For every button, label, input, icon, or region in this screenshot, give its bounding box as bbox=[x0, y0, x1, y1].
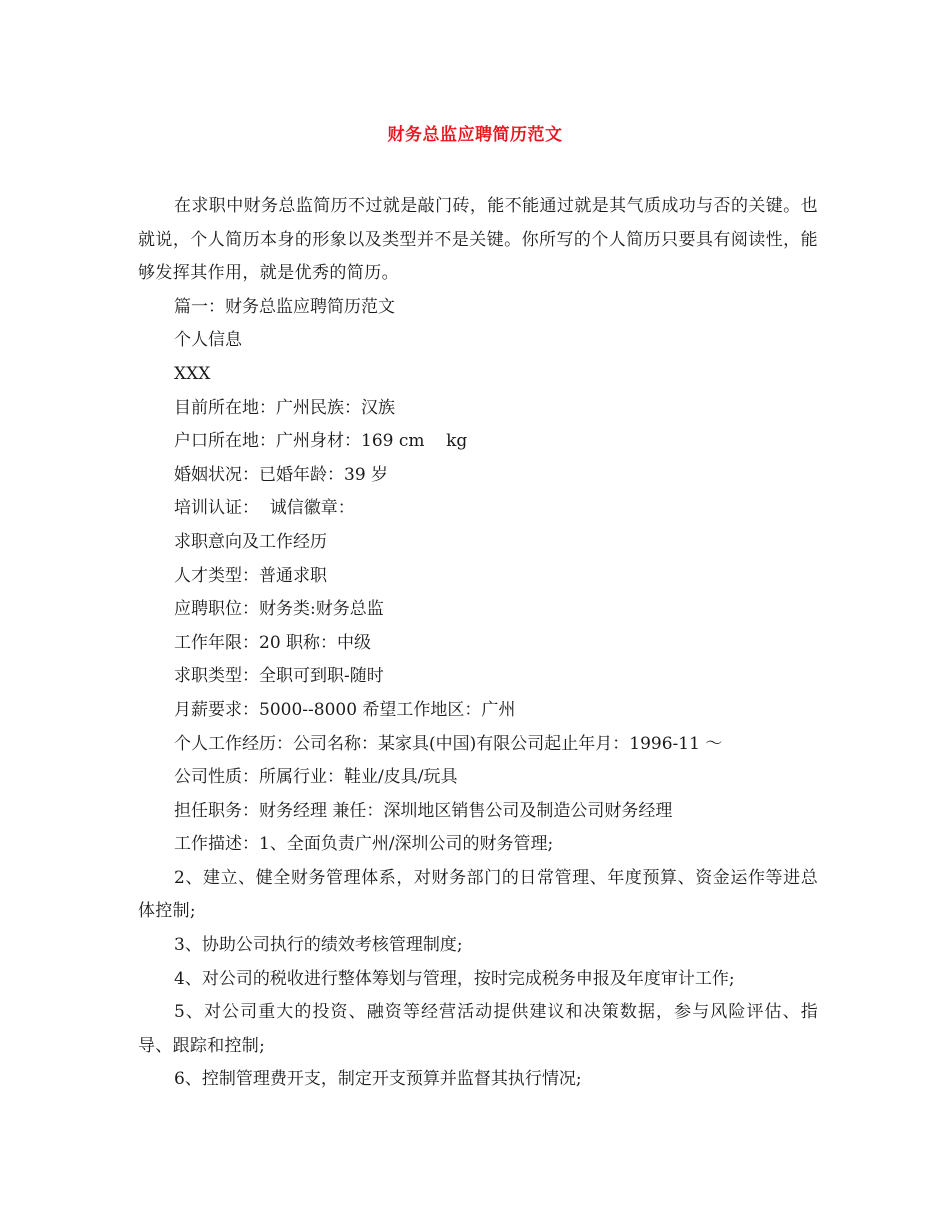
info-current-location: 目前所在地：广州民族：汉族 bbox=[174, 397, 395, 418]
duty-item-6: 6、控制管理费开支，制定开支预算并监督其执行情况; bbox=[174, 1069, 582, 1090]
section-heading-personal-info: 个人信息 bbox=[174, 330, 242, 351]
info-company-nature: 公司性质：所属行业：鞋业/皮具/玩具 bbox=[174, 767, 458, 788]
info-salary-requirement: 月薪要求：5000--8000 希望工作地区：广州 bbox=[174, 699, 516, 720]
info-talent-type: 人才类型：普通求职 bbox=[174, 565, 327, 586]
intro-paragraph: 在求职中财务总监简历不过就是敲门砖，能不能通过就是其气质成功与否的关键。也就说，个人简历本身的形象以及类型并不是关键。你所写的个人简历只要具有阅读性，能够发挥其作用，就是优秀的简历。 bbox=[138, 196, 818, 284]
info-household-location: 户口所在地：广州身材：169 cm kg bbox=[174, 431, 468, 452]
info-position-held: 担任职务：财务经理 兼任：深圳地区销售公司及制造公司财务经理 bbox=[174, 800, 673, 821]
document-title: 财务总监应聘简历范文 bbox=[387, 125, 563, 145]
duty-item-5: 5、对公司重大的投资、融资等经营活动提供建议和决策数据，参与风险评估、指导、跟踪和控制; bbox=[138, 1002, 818, 1056]
duty-item-3: 3、协助公司执行的绩效考核管理制度; bbox=[174, 935, 463, 956]
duty-item-4: 4、对公司的税收进行整体筹划与管理，按时完成税务申报及年度审计工作; bbox=[174, 968, 735, 989]
info-job-type: 求职类型：全职可到职-随时 bbox=[174, 666, 384, 687]
info-training-certification: 培训认证： 诚信徽章： bbox=[174, 498, 355, 519]
applicant-name: XXX bbox=[174, 363, 211, 384]
info-work-experience: 个人工作经历：公司名称：某家具(中国)有限公司起止年月：1996-11 ～ bbox=[174, 733, 723, 754]
section-heading-job-intention: 求职意向及工作经历 bbox=[174, 531, 327, 552]
section-heading-part-one: 篇一：财务总监应聘简历范文 bbox=[174, 296, 395, 317]
duty-item-2: 2、建立、健全财务管理体系，对财务部门的日常管理、年度预算、资金运作等进总体控制; bbox=[138, 867, 818, 922]
info-work-years: 工作年限：20 职称：中级 bbox=[174, 632, 372, 653]
info-marital-status: 婚姻状况：已婚年龄：39 岁 bbox=[174, 464, 389, 485]
info-applied-position: 应聘职位：财务类:财务总监 bbox=[174, 599, 384, 620]
info-job-description: 工作描述：1、全面负责广州/深圳公司的财务管理; bbox=[174, 834, 554, 855]
document-body bbox=[138, 190, 818, 1097]
